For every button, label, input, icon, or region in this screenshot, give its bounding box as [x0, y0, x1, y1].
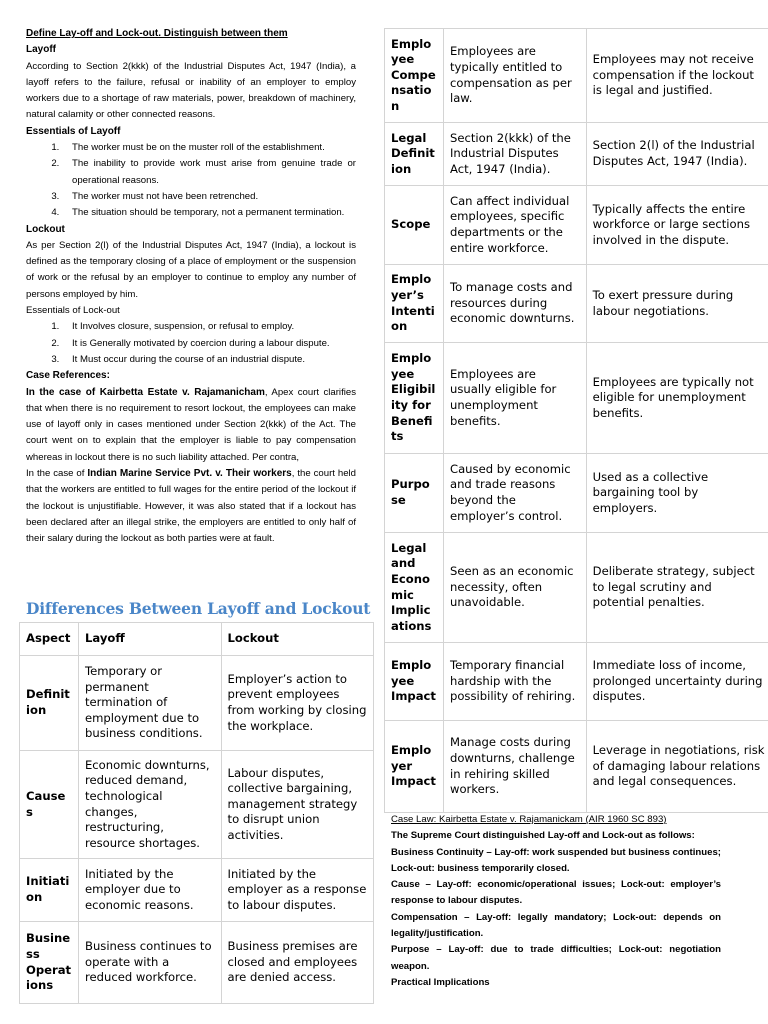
- case-law-intro: The Supreme Court distinguished Lay-off and Lock-out as follows:: [391, 830, 695, 842]
- table-row: [385, 186, 768, 265]
- lockout-cell: Employees are typically not eligible for unemployment benefits.: [586, 343, 768, 454]
- header-lockout: Lockout: [221, 623, 373, 656]
- table-row: [385, 343, 768, 454]
- layoff-heading: Layoff: [26, 44, 56, 56]
- layoff-cell: Employees are typically entitled to compensation as per law.: [443, 29, 586, 123]
- table-row: [20, 751, 374, 859]
- lockout-cell: Labour disputes, collective bargaining, management strategy to disrupt union activities.: [221, 751, 373, 859]
- table-body: [385, 29, 768, 813]
- table-row: [20, 859, 374, 922]
- left-column: [26, 26, 356, 548]
- list-item: 1. The worker must be on the muster roll of the establishment.: [62, 140, 356, 156]
- lockout-cell: Used as a collective bargaining tool by employers.: [586, 454, 768, 533]
- layoff-cell: Economic downturns, reduced demand, technological changes, restructuring, resource shortages.: [78, 751, 221, 859]
- lockout-cell: Employees may not receive compensation if the lockout is legal and justified.: [586, 29, 768, 123]
- aspect-cell: Emplo yer Impact: [385, 721, 444, 813]
- differences-table-part-2: [384, 28, 768, 813]
- case-law-point: Compensation – Lay-off: legally mandatory; Lock-out: depends on legality/justification.: [391, 911, 721, 940]
- table-row: [385, 533, 768, 643]
- table-body: [20, 656, 374, 1004]
- case-1-text: , Apex court clarifies that when there is no requirement to resort lockout, the employees can make use of layoff only in cases mentioned under Section 2(kkk) of the Act. The court went on to explain that the employer is liable to pay compensation whereas in lockout there is no such liability attached. Per contra,: [26, 386, 356, 463]
- aspect-cell: Cause s: [20, 751, 79, 859]
- layoff-cell: Section 2(kkk) of the Industrial Disputes Act, 1947 (India).: [443, 123, 586, 186]
- lockout-essentials-heading: Essentials of Lock-out: [26, 305, 120, 317]
- aspect-cell: Legal Definit ion: [385, 123, 444, 186]
- lockout-cell: Initiated by the employer as a response to labour disputes.: [221, 859, 373, 922]
- aspect-cell: Scope: [385, 186, 444, 265]
- case-1-name: In the case of Kairbetta Estate v. Rajamanicham: [26, 386, 265, 398]
- aspect-cell: Emplo yee Eligibil ity for Benefi ts: [385, 343, 444, 454]
- layoff-cell: Can affect individual employees, specific departments or the entire workforce.: [443, 186, 586, 265]
- lockout-essentials-list: [26, 319, 356, 368]
- list-item: 1. It Involves closure, suspension, or refusal to employ.: [62, 319, 356, 335]
- case-references-heading: Case References:: [26, 370, 110, 382]
- case-reference-2: [26, 466, 356, 547]
- table-row: [385, 29, 768, 123]
- table-row: [385, 643, 768, 721]
- table-row: [385, 265, 768, 343]
- differences-title: Differences Between Layoff and Lockout: [26, 599, 371, 618]
- case-2-prefix: In the case of: [26, 468, 88, 480]
- list-item: 3. The worker must not have been retrenched.: [62, 189, 356, 205]
- layoff-cell: Seen as an economic necessity, often unavoidable.: [443, 533, 586, 643]
- case-2-name: Indian Marine Service Pvt. v. Their workers: [87, 468, 292, 480]
- lockout-cell: Typically affects the entire workforce or large sections involved in the dispute.: [586, 186, 768, 265]
- aspect-cell: Purpo se: [385, 454, 444, 533]
- lockout-definition: As per Section 2(l) of the Industrial Disputes Act, 1947 (India), a lockout is defined as the temporary closing of a place of employment or the suspension of work or the refusal by an employer to continue to employ any number of persons employed by him.: [26, 239, 356, 300]
- layoff-cell: Temporary financial hardship with the possibility of rehiring.: [443, 643, 586, 721]
- list-item: 4. The situation should be temporary, not a permanent termination.: [62, 205, 356, 221]
- aspect-cell: Busine ss Operat ions: [20, 922, 79, 1004]
- layoff-cell: Temporary or permanent termination of employment due to business conditions.: [78, 656, 221, 751]
- aspect-cell: Emplo yee Compe nsatio n: [385, 29, 444, 123]
- document-title: Define Lay-off and Lock-out. Distinguish between them: [26, 28, 288, 39]
- list-item: 2. The inability to provide work must arise from genuine trade or operational reasons.: [62, 156, 356, 189]
- table-header-row: [20, 623, 374, 656]
- case-law-point: Cause – Lay-off: economic/operational issues; Lock-out: employer’s response to labour disputes.: [391, 879, 721, 907]
- case-law-title: Case Law: Kairbetta Estate v. Rajamanickam (AIR 1960 SC 893): [391, 814, 667, 825]
- lockout-cell: Section 2(l) of the Industrial Disputes Act, 1947 (India).: [586, 123, 768, 186]
- aspect-cell: Initiati on: [20, 859, 79, 922]
- layoff-cell: Business continues to operate with a reduced workforce.: [78, 922, 221, 1004]
- aspect-cell: Definit ion: [20, 656, 79, 751]
- header-layoff: Layoff: [78, 623, 221, 656]
- case-law-section: [391, 812, 721, 991]
- layoff-cell: Employees are usually eligible for unemployment benefits.: [443, 343, 586, 454]
- layoff-cell: Manage costs during downturns, challenge in rehiring skilled workers.: [443, 721, 586, 813]
- lockout-cell: Immediate loss of income, prolonged uncertainty during disputes.: [586, 643, 768, 721]
- table-row: [20, 656, 374, 751]
- list-item: 2. It is Generally motivated by coercion during a labour dispute.: [62, 336, 356, 352]
- layoff-essentials-heading: Essentials of Layoff: [26, 125, 121, 137]
- aspect-cell: Emplo yer’s Intenti on: [385, 265, 444, 343]
- table-row: [20, 922, 374, 1004]
- practical-implications: Practical Implications: [391, 976, 490, 988]
- case-law-point: Purpose – Lay-off: due to trade difficulties; Lock-out: negotiation weapon.: [391, 944, 721, 972]
- lockout-cell: Business premises are closed and employees are denied access.: [221, 922, 373, 1004]
- lockout-heading: Lockout: [26, 223, 65, 235]
- layoff-essentials-list: [26, 140, 356, 221]
- lockout-cell: To exert pressure during labour negotiations.: [586, 265, 768, 343]
- aspect-cell: Legal and Econo mic Implic ations: [385, 533, 444, 643]
- lockout-cell: Deliberate strategy, subject to legal scrutiny and potential penalties.: [586, 533, 768, 643]
- table-row: [385, 721, 768, 813]
- list-item: 3. It Must occur during the course of an industrial dispute.: [62, 352, 356, 368]
- case-2-text: , the court held that the workers are entitled to full wages for the entire period of the lockout if the lockout is unjustifiable. However, it was also stated that if a lockout has been declared after an illegal strike, the employers are entitled to only half of their salary during the lockout as both parties were at fault.: [26, 468, 357, 545]
- table-row: [385, 454, 768, 533]
- layoff-cell: Caused by economic and trade reasons beyond the employer’s control.: [443, 454, 586, 533]
- lockout-cell: Leverage in negotiations, risk of damaging labour relations and legal consequences.: [586, 721, 768, 813]
- table-row: [385, 123, 768, 186]
- layoff-definition: According to Section 2(kkk) of the Industrial Disputes Act, 1947 (India), a layoff refers to the failure, refusal or inability of an employer to employ workers due to a shortage of raw materials, power, breakdown of machinery, natural calamity or other connected reasons.: [26, 60, 356, 121]
- aspect-cell: Emplo yee Impact: [385, 643, 444, 721]
- layoff-cell: Initiated by the employer due to economic reasons.: [78, 859, 221, 922]
- differences-table-part-1: [19, 622, 374, 1004]
- header-aspect: Aspect: [20, 623, 79, 656]
- case-reference-1: [26, 385, 356, 466]
- lockout-cell: Employer’s action to prevent employees from working by closing the workplace.: [221, 656, 373, 751]
- case-law-point: Business Continuity – Lay-off: work suspended but business continues; Lock-out: business temporarily closed.: [391, 846, 721, 874]
- layoff-cell: To manage costs and resources during economic downturns.: [443, 265, 586, 343]
